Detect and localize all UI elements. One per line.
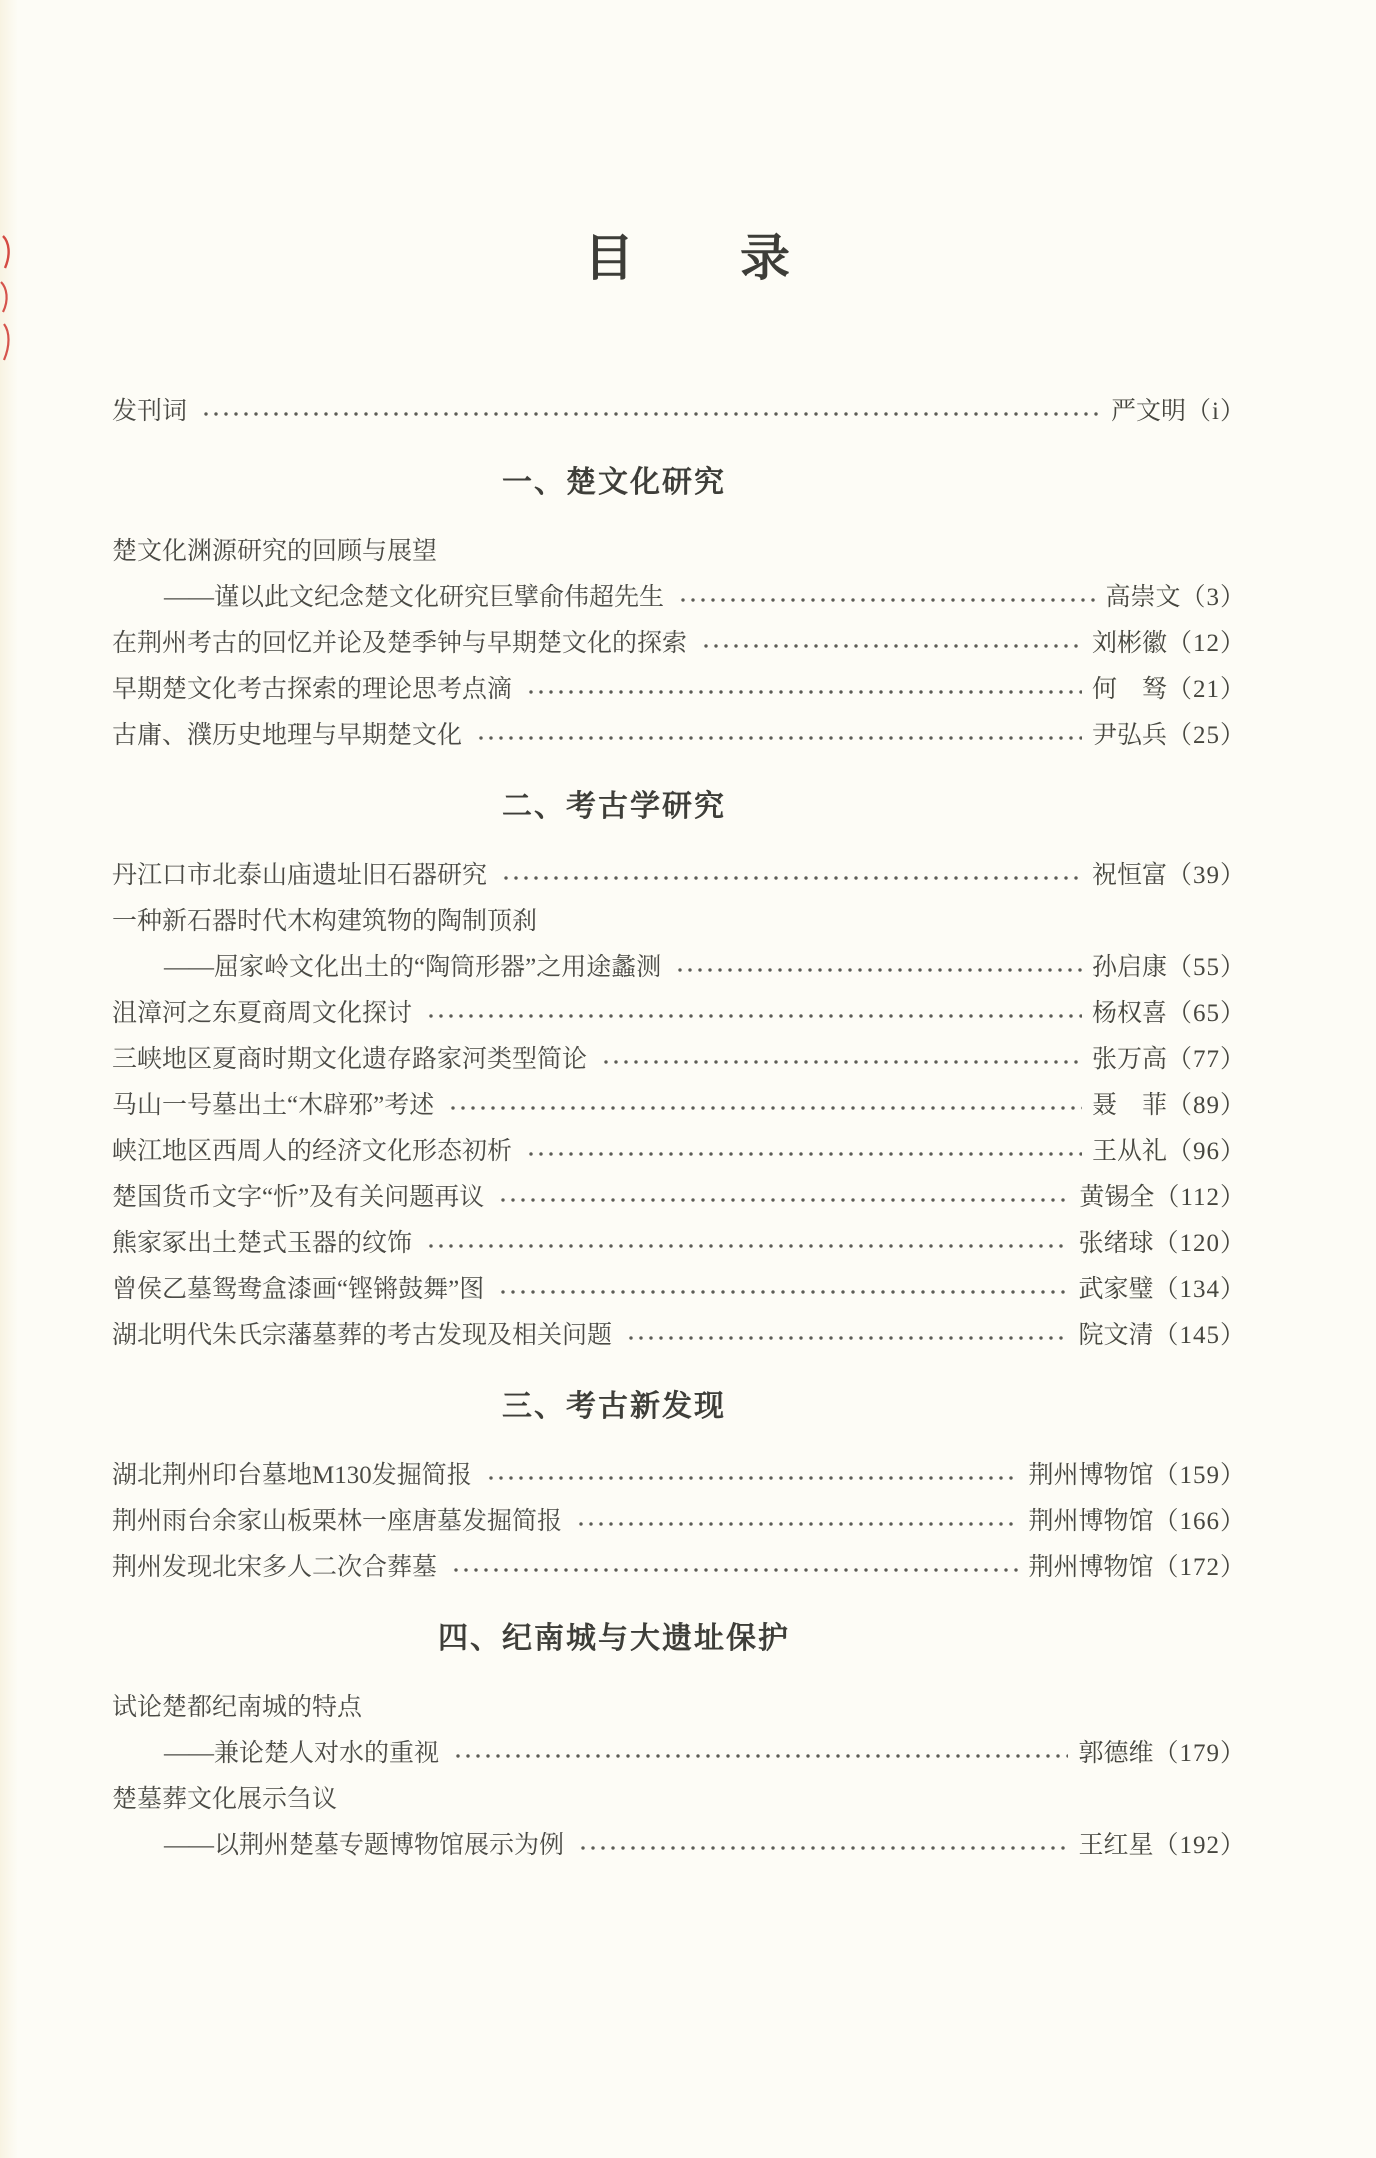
dot-leader bbox=[476, 732, 1082, 744]
entry-author: 荆州博物馆 bbox=[1028, 1462, 1154, 1489]
toc-title bbox=[0, 218, 1376, 290]
toc-section-row bbox=[0, 756, 1246, 850]
entry-author: 祝恒富 bbox=[1091, 862, 1167, 889]
entry-author: 黄锡全 bbox=[1079, 1184, 1155, 1211]
toc-entry-row bbox=[112, 526, 1246, 572]
entry-title: 荆州发现北宋多人二次合葬墓 bbox=[112, 1554, 438, 1581]
toc-entry-row bbox=[112, 1542, 1246, 1588]
toc-entry-row bbox=[112, 1172, 1246, 1218]
toc-entry-row bbox=[112, 1496, 1246, 1542]
entry-author: 王红星 bbox=[1078, 1832, 1154, 1859]
entry-title: 试论楚都纪南城的特点 bbox=[112, 1694, 363, 1721]
entry-title: ——兼论楚人对水的重视 bbox=[164, 1740, 440, 1767]
entry-author: 张绪球 bbox=[1078, 1230, 1154, 1257]
toc-entry-row bbox=[112, 1034, 1246, 1080]
toc-entry-row bbox=[112, 1126, 1246, 1172]
entry-author: 张万高 bbox=[1091, 1046, 1167, 1073]
dot-leader bbox=[675, 964, 1082, 976]
entry-author: 郭德维 bbox=[1078, 1740, 1154, 1767]
toc-entry-row bbox=[112, 1774, 1246, 1820]
dot-leader bbox=[486, 1472, 1019, 1484]
entry-title: ——屈家岭文化出土的“陶筒形器”之用途蠡测 bbox=[164, 954, 662, 981]
toc-section-row bbox=[0, 432, 1246, 526]
dot-leader bbox=[201, 408, 1101, 420]
toc-title-char-1: 目 bbox=[584, 230, 636, 286]
dot-leader bbox=[498, 1194, 1069, 1206]
entry-title: 荆州雨台余家山板栗林一座唐墓发掘简报 bbox=[112, 1508, 563, 1535]
entry-page: （65） bbox=[1166, 1000, 1246, 1027]
dot-leader bbox=[453, 1750, 1068, 1762]
section-heading: 一、楚文化研究 bbox=[502, 466, 726, 499]
entry-title: 楚国货币文字“忻”及有关问题再议 bbox=[112, 1184, 485, 1211]
toc-entry-row bbox=[112, 1728, 1246, 1774]
dot-leader bbox=[626, 1332, 1068, 1344]
toc-section-row bbox=[0, 1356, 1246, 1450]
entry-author: 杨权喜 bbox=[1091, 1000, 1167, 1027]
dot-leader bbox=[448, 1102, 1082, 1114]
entry-page: （134） bbox=[1153, 1276, 1246, 1303]
entry-title: 沮漳河之东夏商周文化探讨 bbox=[112, 1000, 413, 1027]
section-heading: 四、纪南城与大遗址保护 bbox=[438, 1622, 790, 1655]
entry-author: 严文明 bbox=[1111, 398, 1187, 425]
entry-author: 何 驽 bbox=[1091, 676, 1167, 703]
dot-leader bbox=[501, 872, 1082, 884]
dot-leader bbox=[451, 1564, 1018, 1576]
entry-page: （25） bbox=[1166, 722, 1246, 749]
toc-section-row bbox=[0, 1588, 1246, 1682]
entry-title: 楚墓葬文化展示刍议 bbox=[112, 1786, 338, 1813]
red-edge-marks bbox=[0, 224, 16, 374]
toc-entry-row bbox=[112, 572, 1246, 618]
section-heading: 三、考古新发现 bbox=[502, 1390, 726, 1423]
dot-leader bbox=[578, 1842, 1068, 1854]
entry-author: 荆州博物馆 bbox=[1028, 1508, 1154, 1535]
toc-entry-row bbox=[112, 1218, 1246, 1264]
entry-title: 丹江口市北泰山庙遗址旧石器研究 bbox=[112, 862, 488, 889]
toc-list bbox=[0, 386, 1376, 1866]
toc-entry-row bbox=[112, 618, 1246, 664]
toc-entry-row bbox=[112, 1820, 1246, 1866]
entry-title: 马山一号墓出土“木辟邪”考述 bbox=[112, 1092, 435, 1119]
entry-page: （172） bbox=[1153, 1554, 1246, 1581]
toc-title-char-2: 录 bbox=[740, 230, 792, 286]
entry-title: 早期楚文化考古探索的理论思考点滴 bbox=[112, 676, 513, 703]
entry-title: 在荆州考古的回忆并论及楚季钟与早期楚文化的探索 bbox=[112, 630, 688, 657]
entry-title: 峡江地区西周人的经济文化形态初析 bbox=[112, 1138, 513, 1165]
entry-page: （120） bbox=[1153, 1230, 1246, 1257]
entry-page: （21） bbox=[1166, 676, 1246, 703]
entry-page: （179） bbox=[1153, 1740, 1246, 1767]
entry-title: 曾侯乙墓鸳鸯盒漆画“铿锵鼓舞”图 bbox=[112, 1276, 485, 1303]
entry-page: （77） bbox=[1166, 1046, 1246, 1073]
entry-page: （39） bbox=[1166, 862, 1246, 889]
entry-page: （55） bbox=[1166, 954, 1246, 981]
entry-author: 院文清 bbox=[1078, 1322, 1154, 1349]
entry-page: （159） bbox=[1153, 1462, 1246, 1489]
toc-entry-row bbox=[112, 664, 1246, 710]
entry-page: （12） bbox=[1166, 630, 1246, 657]
toc-entry-row bbox=[112, 1080, 1246, 1126]
toc-entry-row bbox=[112, 850, 1246, 896]
entry-page: （192） bbox=[1153, 1832, 1246, 1859]
dot-leader bbox=[526, 1148, 1082, 1160]
entry-title: 湖北明代朱氏宗藩墓葬的考古发现及相关问题 bbox=[112, 1322, 613, 1349]
entry-title: 湖北荆州印台墓地M130发掘简报 bbox=[112, 1462, 472, 1489]
entry-author: 武家璧 bbox=[1078, 1276, 1154, 1303]
entry-title: ——谨以此文纪念楚文化研究巨擘俞伟超先生 bbox=[164, 584, 665, 611]
dot-leader bbox=[601, 1056, 1082, 1068]
dot-leader bbox=[498, 1286, 1068, 1298]
entry-author: 王从礼 bbox=[1091, 1138, 1167, 1165]
entry-author: 尹弘兵 bbox=[1091, 722, 1167, 749]
toc-entry-row bbox=[112, 896, 1246, 942]
entry-author: 孙启康 bbox=[1091, 954, 1167, 981]
toc-entry-row bbox=[112, 1264, 1246, 1310]
dot-leader bbox=[526, 686, 1082, 698]
toc-entry-row bbox=[112, 942, 1246, 988]
entry-title: 发刊词 bbox=[112, 398, 188, 425]
toc-entry-row bbox=[112, 1682, 1246, 1728]
entry-title: 楚文化渊源研究的回顾与展望 bbox=[112, 538, 438, 565]
entry-page: （112） bbox=[1154, 1184, 1246, 1211]
dot-leader bbox=[678, 594, 1095, 606]
toc-entry-row bbox=[112, 1450, 1246, 1496]
dot-leader bbox=[426, 1240, 1068, 1252]
section-heading: 二、考古学研究 bbox=[502, 790, 726, 823]
entry-author: 聂 菲 bbox=[1091, 1092, 1167, 1119]
dot-leader bbox=[426, 1010, 1082, 1022]
entry-title: 一种新石器时代木构建筑物的陶制顶刹 bbox=[112, 908, 538, 935]
entry-author: 刘彬徽 bbox=[1091, 630, 1167, 657]
entry-page: （145） bbox=[1153, 1322, 1246, 1349]
entry-title: 熊家冢出土楚式玉器的纹饰 bbox=[112, 1230, 413, 1257]
dot-leader bbox=[576, 1518, 1018, 1530]
dot-leader bbox=[701, 640, 1082, 652]
scanned-toc-page bbox=[0, 218, 1376, 2158]
entry-author: 荆州博物馆 bbox=[1028, 1554, 1154, 1581]
entry-page: （89） bbox=[1166, 1092, 1246, 1119]
entry-page: （i） bbox=[1186, 398, 1246, 425]
toc-entry-row bbox=[112, 988, 1246, 1034]
toc-entry-row bbox=[112, 386, 1246, 432]
toc-entry-row bbox=[112, 1310, 1246, 1356]
entry-page: （96） bbox=[1166, 1138, 1246, 1165]
entry-title: 三峡地区夏商时期文化遗存路家河类型简论 bbox=[112, 1046, 588, 1073]
entry-page: （3） bbox=[1180, 584, 1246, 611]
entry-page: （166） bbox=[1153, 1508, 1246, 1535]
entry-title: 古庸、濮历史地理与早期楚文化 bbox=[112, 722, 463, 749]
entry-author: 高崇文 bbox=[1105, 584, 1181, 611]
entry-title: ——以荆州楚墓专题博物馆展示为例 bbox=[164, 1832, 565, 1859]
toc-entry-row bbox=[112, 710, 1246, 756]
